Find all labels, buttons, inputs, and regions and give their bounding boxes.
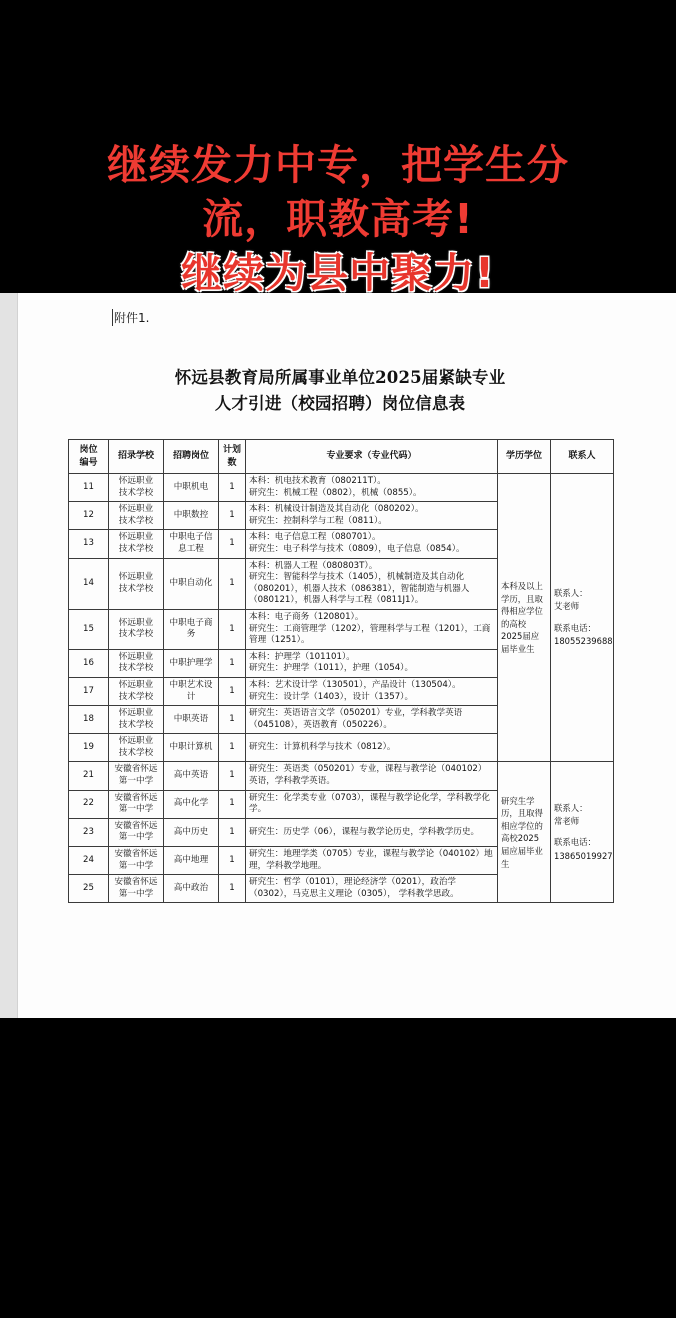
cell-major-line: 研究生：英语类（050201）专业，课程与教学论（040102）英语，学科教学英语。 bbox=[249, 764, 487, 787]
cell-school-line: 怀远职业 bbox=[118, 617, 154, 628]
cell-plan-count: 1 bbox=[219, 649, 246, 677]
contact-name-label: 联系人： bbox=[554, 802, 588, 813]
cell-major-requirement bbox=[246, 790, 498, 818]
degree-text: 研究生学历，且取得相应学位的高校2025届应届毕业生 bbox=[501, 795, 543, 869]
cell-job-id: 16 bbox=[69, 649, 109, 677]
cell-school-line: 怀远职业 bbox=[118, 651, 154, 662]
cell-major-line: 研究生：设计学（1403），设计（1357）。 bbox=[249, 691, 414, 702]
cell-major-line: 本科：电子信息工程（080701）。 bbox=[249, 532, 381, 543]
contact-phone: 13865019927 bbox=[554, 850, 613, 861]
contact-name: 艾老师 bbox=[554, 601, 580, 612]
column-header-plan-line1: 计划 bbox=[222, 445, 241, 456]
page-left-edge bbox=[0, 293, 18, 1018]
cell-major-requirement bbox=[246, 734, 498, 762]
cell-job-id: 19 bbox=[69, 734, 109, 762]
cell-school bbox=[109, 790, 164, 818]
cell-school-line: 技术学校 bbox=[118, 515, 154, 526]
cell-major-line: 研究生：工商管理学（1202），管理科学与工程（1201），工商管理（1251）。 bbox=[249, 623, 491, 646]
cell-school-line: 第一中学 bbox=[118, 804, 154, 815]
cell-degree-requirement bbox=[498, 474, 551, 762]
cell-post: 高中地理 bbox=[164, 847, 219, 875]
table-body bbox=[69, 474, 614, 903]
contact-phone-label: 联系电话： bbox=[554, 837, 596, 848]
cell-major-requirement bbox=[246, 530, 498, 558]
cell-plan-count: 1 bbox=[219, 762, 246, 790]
job-info-table-wrapper bbox=[68, 439, 613, 903]
cell-school bbox=[109, 847, 164, 875]
cell-post: 中职数控 bbox=[164, 502, 219, 530]
column-header-job-id-line1: 岗位 bbox=[79, 445, 98, 456]
cell-school-line: 安徽省怀远 bbox=[114, 877, 158, 888]
contact-name: 常老师 bbox=[554, 816, 580, 826]
cell-school-line: 怀远职业 bbox=[118, 504, 154, 515]
cell-school bbox=[109, 502, 164, 530]
cell-job-id: 25 bbox=[69, 875, 109, 903]
cell-job-id: 22 bbox=[69, 790, 109, 818]
cell-major-requirement bbox=[246, 847, 498, 875]
cell-major-requirement bbox=[246, 677, 498, 705]
cell-school-line: 技术学校 bbox=[118, 691, 154, 702]
cell-plan-count: 1 bbox=[219, 474, 246, 502]
cell-major-requirement bbox=[246, 875, 498, 903]
cell-school-line: 安徽省怀远 bbox=[114, 820, 158, 831]
attachment-label: 附件1. bbox=[114, 311, 150, 325]
cell-post: 中职计算机 bbox=[164, 734, 219, 762]
cell-major-line: 研究生：机械工程（0802），机械（0855）。 bbox=[249, 487, 422, 498]
cell-plan-count: 1 bbox=[219, 818, 246, 846]
page-title bbox=[60, 365, 620, 416]
document-scan-area bbox=[0, 293, 676, 1018]
cell-job-id: 24 bbox=[69, 847, 109, 875]
cell-school bbox=[109, 734, 164, 762]
cell-major-line: 研究生：控制科学与工程（0811）。 bbox=[249, 515, 387, 526]
table-row bbox=[69, 474, 614, 502]
contact-phone-label: 联系电话： bbox=[554, 622, 596, 633]
cell-plan-count: 1 bbox=[219, 609, 246, 649]
cell-post: 高中历史 bbox=[164, 818, 219, 846]
table-header bbox=[69, 440, 614, 474]
degree-text: 本科及以上学历，且取得相应学位的高校2025届应届毕业生 bbox=[501, 580, 543, 654]
cell-school-line: 第一中学 bbox=[118, 832, 154, 843]
cell-major-line: 本科：机电技术教育（080211T）。 bbox=[249, 476, 386, 486]
cell-major-requirement bbox=[246, 558, 498, 609]
cell-major-requirement bbox=[246, 609, 498, 649]
cell-school-line: 怀远职业 bbox=[118, 736, 154, 747]
cell-plan-count: 1 bbox=[219, 790, 246, 818]
cell-major-requirement bbox=[246, 474, 498, 502]
column-header-contact: 联系人 bbox=[551, 440, 614, 474]
cell-plan-count: 1 bbox=[219, 677, 246, 705]
cell-school bbox=[109, 530, 164, 558]
cell-major-line: 本科：电子商务（120801）。 bbox=[249, 611, 364, 622]
cell-post: 中职电子商务 bbox=[164, 609, 219, 649]
cell-school-line: 技术学校 bbox=[118, 583, 154, 594]
column-header-plan-line2: 数 bbox=[227, 457, 237, 468]
cell-post: 高中英语 bbox=[164, 762, 219, 790]
table-row bbox=[69, 762, 614, 790]
cell-plan-count: 1 bbox=[219, 875, 246, 903]
cell-school-line: 安徽省怀远 bbox=[114, 792, 158, 803]
cell-school-line: 怀远职业 bbox=[118, 679, 154, 690]
cell-job-id: 12 bbox=[69, 502, 109, 530]
cell-post: 中职自动化 bbox=[164, 558, 219, 609]
overlay-caption-line-2: 流，职教高考! bbox=[202, 195, 474, 244]
cell-plan-count: 1 bbox=[219, 734, 246, 762]
cell-post: 中职机电 bbox=[164, 474, 219, 502]
cell-plan-count: 1 bbox=[219, 530, 246, 558]
cell-contact bbox=[551, 762, 614, 903]
cell-school-line: 技术学校 bbox=[118, 487, 154, 498]
cell-major-line: 研究生：电子科学与技术（0809），电子信息（0854）。 bbox=[249, 543, 465, 554]
cell-job-id: 14 bbox=[69, 558, 109, 609]
cell-major-requirement bbox=[246, 762, 498, 790]
page-title-line-2: 人才引进（校园招聘）岗位信息表 bbox=[214, 393, 466, 413]
column-header-degree: 学历学位 bbox=[498, 440, 551, 474]
cell-plan-count: 1 bbox=[219, 847, 246, 875]
cell-post: 中职护理学 bbox=[164, 649, 219, 677]
cell-job-id: 18 bbox=[69, 706, 109, 734]
cell-school-line: 安徽省怀远 bbox=[114, 764, 158, 775]
cell-school-line: 怀远职业 bbox=[118, 572, 154, 583]
cell-job-id: 17 bbox=[69, 677, 109, 705]
cell-major-line: 研究生：计算机科学与技术（0812）。 bbox=[249, 742, 396, 753]
cell-degree-requirement bbox=[498, 762, 551, 903]
cell-contact bbox=[551, 474, 614, 762]
cell-school bbox=[109, 649, 164, 677]
cell-job-id: 23 bbox=[69, 818, 109, 846]
cell-plan-count: 1 bbox=[219, 558, 246, 609]
cell-school-line: 技术学校 bbox=[118, 719, 154, 730]
table-header-row bbox=[69, 440, 614, 474]
column-header-plan-count bbox=[219, 440, 246, 474]
cell-major-line: 本科：护理学（101101）。 bbox=[249, 651, 355, 662]
cell-job-id: 11 bbox=[69, 474, 109, 502]
cell-major-line: 研究生：英语语言文学（050201）专业，学科教学英语（045108），英语教育（050226）。 bbox=[249, 708, 463, 730]
overlay-caption-line-1: 继续发力中专，把学生分 bbox=[107, 141, 569, 189]
cell-major-line: 研究生：地理学类（0705）专业，课程与教学论（040102）地理，学科教学地理。 bbox=[249, 849, 493, 871]
cell-major-line: 研究生：历史学（06），课程与教学论历史，学科教学历史。 bbox=[249, 826, 480, 837]
column-header-job-id-line2: 编号 bbox=[79, 457, 98, 468]
cell-school bbox=[109, 558, 164, 609]
cell-school bbox=[109, 762, 164, 790]
cell-job-id: 21 bbox=[69, 762, 109, 790]
overlay-caption-line-3: 继续为县中聚力! bbox=[181, 249, 495, 298]
cell-major-requirement bbox=[246, 706, 498, 734]
cell-major-line: 本科：机械设计制造及其自动化（080202）。 bbox=[249, 504, 424, 515]
cell-school bbox=[109, 609, 164, 649]
cell-major-requirement bbox=[246, 818, 498, 846]
cell-post: 高中政治 bbox=[164, 875, 219, 903]
cell-school-line: 安徽省怀远 bbox=[114, 849, 158, 860]
overlay-caption bbox=[0, 138, 676, 300]
cell-job-id: 15 bbox=[69, 609, 109, 649]
contact-name-label: 联系人： bbox=[554, 587, 588, 598]
cell-school-line: 怀远职业 bbox=[118, 708, 154, 719]
cell-post: 中职电子信息工程 bbox=[164, 530, 219, 558]
cell-school bbox=[109, 818, 164, 846]
cell-school-line: 技术学校 bbox=[118, 663, 154, 674]
column-header-job-id bbox=[69, 440, 109, 474]
cell-major-line: 研究生：化学类专业（0703），课程与教学论化学，学科教学化学。 bbox=[249, 792, 491, 815]
cell-major-line: 研究生：智能科学与技术（1405），机械制造及其自动化（080201），机器人技术（086381），智能制造与机器人（080121），机器人科学与工程（0811J1）。 bbox=[249, 572, 470, 606]
cell-major-line: 研究生：护理学（1011），护理（1054）。 bbox=[249, 663, 414, 674]
cell-school-line: 怀远职业 bbox=[118, 476, 154, 486]
cell-post: 中职英语 bbox=[164, 706, 219, 734]
cell-plan-count: 1 bbox=[219, 706, 246, 734]
cell-major-line: 本科：艺术设计学（130501），产品设计（130504）。 bbox=[249, 679, 461, 690]
column-header-major-requirement: 专业要求（专业代码） bbox=[246, 440, 498, 474]
cell-major-line: 研究生：哲学（0101），理论经济学（0201），政治学（0302），马克思主义理论（0305）， 学科教学思政。 bbox=[249, 877, 459, 899]
cell-post: 高中化学 bbox=[164, 790, 219, 818]
cell-school bbox=[109, 875, 164, 903]
cell-major-requirement bbox=[246, 502, 498, 530]
cell-school-line: 第一中学 bbox=[118, 860, 154, 871]
cell-major-requirement bbox=[246, 649, 498, 677]
contact-phone: 18055239688 bbox=[554, 636, 613, 647]
cell-school-line: 怀远职业 bbox=[118, 532, 154, 543]
page-title-line-1: 怀远县教育局所属事业单位2025届紧缺专业 bbox=[174, 368, 506, 387]
cell-major-line: 本科：机器人工程（080803T）。 bbox=[249, 560, 378, 571]
cell-school bbox=[109, 474, 164, 502]
cell-school-line: 技术学校 bbox=[118, 747, 154, 758]
cell-post: 中职艺术设计 bbox=[164, 677, 219, 705]
cell-plan-count: 1 bbox=[219, 502, 246, 530]
cell-school-line: 第一中学 bbox=[118, 776, 154, 787]
cell-school bbox=[109, 706, 164, 734]
column-header-school: 招录学校 bbox=[109, 440, 164, 474]
column-header-post: 招聘岗位 bbox=[164, 440, 219, 474]
cell-school bbox=[109, 677, 164, 705]
cell-school-line: 技术学校 bbox=[118, 543, 154, 554]
cell-school-line: 第一中学 bbox=[118, 888, 154, 899]
cell-school-line: 技术学校 bbox=[118, 629, 154, 640]
job-info-table bbox=[68, 439, 614, 903]
cell-job-id: 13 bbox=[69, 530, 109, 558]
